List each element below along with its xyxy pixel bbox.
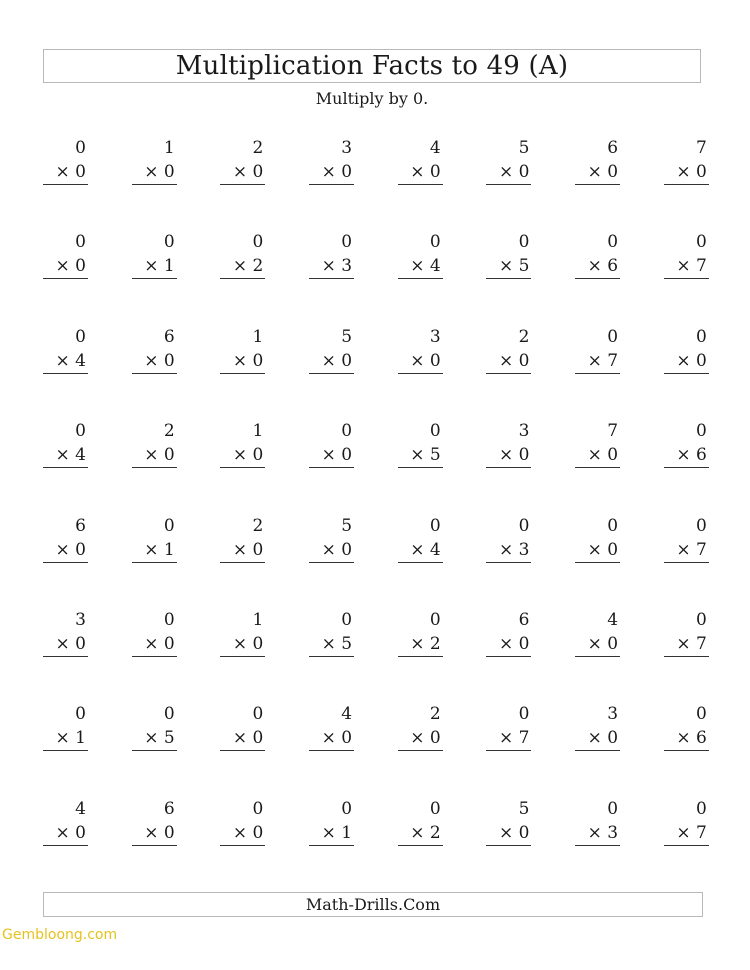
multiplication-problem (664, 608, 709, 702)
problem-multiplicand: 0 (252, 798, 264, 819)
problem-multiplicand: 2 (252, 515, 264, 536)
multiplication-problem (132, 702, 177, 796)
problem-multiplier: × 0 (575, 726, 620, 751)
problem-multiplier: × 4 (398, 254, 443, 279)
problem-multiplier: × 0 (43, 254, 88, 279)
multiplication-problem (43, 419, 88, 513)
problem-multiplier: × 4 (398, 538, 443, 563)
problem-multiplier: × 0 (486, 160, 531, 185)
problem-multiplier: × 0 (575, 443, 620, 468)
multiplication-problem (664, 136, 709, 230)
multiplication-problem (664, 325, 709, 419)
problem-multiplicand: 0 (75, 704, 86, 725)
multiplication-problem (220, 419, 265, 513)
problem-multiplier: × 0 (575, 160, 620, 185)
problem-multiplicand: 6 (163, 798, 175, 819)
problem-multiplicand: 0 (75, 421, 86, 442)
problem-multiplicand: 6 (607, 138, 619, 158)
problem-multiplier: × 0 (486, 443, 531, 468)
multiplication-problem (664, 419, 709, 513)
multiplication-problem (398, 325, 443, 419)
multiplication-problem (309, 514, 354, 608)
multiplication-problem (220, 702, 265, 796)
problem-multiplicand: 1 (252, 609, 264, 630)
problem-multiplicand: 0 (607, 326, 619, 347)
problem-multiplier: × 1 (132, 538, 177, 563)
problem-multiplicand: 6 (518, 609, 530, 630)
problem-multiplier: × 6 (575, 254, 620, 279)
problem-multiplier: × 6 (664, 726, 709, 751)
problem-multiplicand: 5 (341, 326, 353, 347)
footer-site-name: Math-Drills.Com (305, 895, 441, 914)
problem-multiplicand: 3 (429, 326, 441, 347)
problem-multiplier: × 1 (309, 821, 354, 846)
problem-multiplier: × 7 (664, 632, 709, 657)
problem-multiplier: × 2 (398, 821, 443, 846)
problem-multiplier: × 4 (43, 443, 88, 468)
multiplication-problem (132, 136, 177, 230)
problem-multiplicand: 0 (75, 138, 86, 158)
problem-multiplier: × 0 (309, 726, 354, 751)
multiplication-problem (220, 325, 265, 419)
problem-multiplicand: 5 (518, 798, 530, 819)
problem-multiplier: × 5 (486, 254, 531, 279)
problem-multiplicand: 0 (163, 704, 175, 725)
multiplication-problem (309, 230, 354, 324)
problem-multiplicand: 1 (163, 138, 175, 158)
problem-multiplier: × 2 (398, 632, 443, 657)
problem-multiplier: × 0 (664, 160, 709, 185)
problem-multiplier: × 0 (220, 160, 265, 185)
problem-multiplier: × 0 (220, 443, 265, 468)
problem-multiplicand: 0 (252, 704, 264, 725)
problem-multiplicand: 0 (163, 515, 175, 536)
multiplication-problem (398, 419, 443, 513)
multiplication-problem (220, 136, 265, 230)
multiplication-problem (132, 797, 177, 891)
problem-multiplicand: 0 (429, 232, 441, 253)
problem-multiplier: × 5 (132, 726, 177, 751)
problem-multiplier: × 3 (309, 254, 354, 279)
problem-multiplier: × 0 (43, 160, 88, 185)
multiplication-problem (575, 514, 620, 608)
problem-multiplicand: 0 (341, 232, 353, 253)
worksheet-instructions: Multiply by 0. (315, 89, 429, 108)
problem-multiplier: × 0 (132, 821, 177, 846)
multiplication-problem (486, 702, 531, 796)
problem-multiplicand: 2 (518, 326, 530, 347)
problem-multiplier: × 0 (398, 726, 443, 751)
problem-multiplier: × 0 (664, 349, 709, 374)
problem-multiplier: × 1 (132, 254, 177, 279)
problem-multiplier: × 0 (398, 349, 443, 374)
problem-multiplicand: 0 (429, 515, 441, 536)
problem-multiplicand: 4 (429, 138, 441, 158)
multiplication-problem (132, 514, 177, 608)
problem-multiplicand: 0 (695, 326, 707, 347)
multiplication-problem (398, 136, 443, 230)
problem-multiplicand: 0 (163, 609, 175, 630)
multiplication-problem (575, 702, 620, 796)
problem-multiplicand: 0 (695, 704, 707, 725)
multiplication-problem (43, 702, 88, 796)
multiplication-problem (309, 608, 354, 702)
multiplication-problem (132, 230, 177, 324)
problem-multiplicand: 4 (607, 609, 619, 630)
problem-multiplicand: 2 (163, 421, 175, 442)
multiplication-problem (664, 514, 709, 608)
problem-multiplier: × 0 (43, 821, 88, 846)
multiplication-problem (43, 136, 88, 230)
problem-multiplier: × 0 (132, 632, 177, 657)
multiplication-problem (575, 136, 620, 230)
problem-multiplicand: 4 (341, 704, 353, 725)
problem-multiplier: × 0 (220, 538, 265, 563)
problem-multiplier: × 0 (220, 726, 265, 751)
problem-multiplier: × 5 (398, 443, 443, 468)
multiplication-problem (486, 230, 531, 324)
problem-multiplicand: 3 (607, 704, 619, 725)
multiplication-problem (309, 419, 354, 513)
multiplication-problem (43, 514, 88, 608)
watermark-text: Gembloong.com (2, 927, 118, 943)
multiplication-problem (398, 230, 443, 324)
multiplication-problem (664, 797, 709, 891)
problem-multiplicand: 0 (341, 609, 353, 630)
multiplication-problem (398, 702, 443, 796)
problem-multiplicand: 1 (252, 326, 264, 347)
multiplication-problem (486, 136, 531, 230)
problem-multiplier: × 0 (486, 632, 531, 657)
problem-multiplicand: 0 (429, 798, 441, 819)
problem-multiplicand: 0 (695, 609, 707, 630)
problem-multiplicand: 0 (695, 515, 707, 536)
multiplication-problem (309, 797, 354, 891)
problem-multiplier: × 0 (575, 538, 620, 563)
problem-multiplier: × 0 (220, 349, 265, 374)
problem-multiplier: × 7 (664, 538, 709, 563)
footer-box (43, 892, 703, 917)
problem-multiplier: × 0 (309, 538, 354, 563)
problem-multiplicand: 0 (163, 232, 175, 253)
problem-multiplier: × 0 (132, 443, 177, 468)
problem-multiplicand: 0 (341, 421, 353, 442)
multiplication-problem (486, 608, 531, 702)
worksheet-title: Multiplication Facts to 49 (A) (175, 51, 569, 81)
multiplication-problem (309, 136, 354, 230)
problem-multiplicand: 0 (429, 609, 441, 630)
problem-multiplicand: 0 (75, 326, 86, 347)
multiplication-problem (398, 514, 443, 608)
multiplication-problem (220, 797, 265, 891)
multiplication-problem (309, 325, 354, 419)
problem-multiplier: × 1 (43, 726, 88, 751)
problem-multiplier: × 7 (575, 349, 620, 374)
problem-multiplier: × 7 (664, 254, 709, 279)
problem-multiplicand: 3 (518, 421, 530, 442)
problem-multiplicand: 3 (341, 138, 353, 158)
problem-multiplier: × 0 (220, 632, 265, 657)
problem-multiplicand: 0 (75, 232, 86, 253)
problem-multiplicand: 0 (607, 798, 619, 819)
problem-grid (43, 136, 707, 891)
problem-multiplicand: 6 (163, 326, 175, 347)
problem-multiplicand: 1 (252, 421, 264, 442)
multiplication-problem (398, 797, 443, 891)
problem-multiplier: × 0 (220, 821, 265, 846)
problem-multiplicand: 7 (695, 138, 707, 158)
multiplication-problem (220, 514, 265, 608)
problem-multiplicand: 0 (695, 421, 707, 442)
multiplication-problem (664, 702, 709, 796)
problem-multiplicand: 2 (252, 138, 264, 158)
problem-multiplier: × 0 (132, 160, 177, 185)
multiplication-problem (132, 419, 177, 513)
problem-multiplicand: 0 (607, 515, 619, 536)
problem-multiplicand: 0 (341, 798, 353, 819)
problem-multiplier: × 0 (486, 821, 531, 846)
problem-multiplier: × 3 (486, 538, 531, 563)
problem-multiplier: × 0 (43, 632, 88, 657)
problem-multiplicand: 0 (607, 232, 619, 253)
multiplication-problem (132, 325, 177, 419)
problem-multiplicand: 0 (518, 515, 530, 536)
problem-multiplier: × 0 (43, 538, 88, 563)
problem-multiplicand: 4 (75, 798, 86, 819)
problem-multiplicand: 0 (518, 232, 530, 253)
multiplication-problem (43, 797, 88, 891)
worksheet-title-box (43, 49, 701, 83)
problem-multiplier: × 0 (486, 349, 531, 374)
problem-multiplicand: 6 (75, 515, 86, 536)
problem-multiplier: × 4 (43, 349, 88, 374)
multiplication-problem (575, 608, 620, 702)
problem-multiplicand: 0 (518, 704, 530, 725)
problem-multiplier: × 7 (664, 821, 709, 846)
problem-multiplier: × 0 (398, 160, 443, 185)
multiplication-problem (43, 608, 88, 702)
multiplication-problem (664, 230, 709, 324)
problem-multiplier: × 3 (575, 821, 620, 846)
problem-multiplicand: 7 (607, 421, 619, 442)
multiplication-problem (575, 325, 620, 419)
multiplication-problem (398, 608, 443, 702)
problem-multiplicand: 3 (75, 609, 86, 630)
problem-multiplicand: 5 (341, 515, 353, 536)
problem-multiplicand: 0 (429, 421, 441, 442)
multiplication-problem (575, 230, 620, 324)
multiplication-problem (43, 325, 88, 419)
problem-multiplicand: 0 (252, 232, 264, 253)
multiplication-problem (575, 797, 620, 891)
problem-multiplier: × 0 (309, 349, 354, 374)
multiplication-problem (309, 702, 354, 796)
problem-multiplier: × 0 (309, 160, 354, 185)
problem-multiplicand: 0 (695, 798, 707, 819)
multiplication-problem (486, 797, 531, 891)
problem-multiplicand: 2 (429, 704, 441, 725)
multiplication-problem (486, 325, 531, 419)
problem-multiplier: × 5 (309, 632, 354, 657)
multiplication-problem (132, 608, 177, 702)
problem-multiplier: × 7 (486, 726, 531, 751)
multiplication-problem (43, 230, 88, 324)
problem-multiplier: × 2 (220, 254, 265, 279)
multiplication-problem (486, 514, 531, 608)
multiplication-problem (220, 230, 265, 324)
problem-multiplicand: 5 (518, 138, 530, 158)
multiplication-problem (575, 419, 620, 513)
problem-multiplier: × 6 (664, 443, 709, 468)
multiplication-problem (486, 419, 531, 513)
problem-multiplier: × 0 (309, 443, 354, 468)
multiplication-problem (220, 608, 265, 702)
problem-multiplicand: 0 (695, 232, 707, 253)
problem-multiplier: × 0 (575, 632, 620, 657)
problem-multiplier: × 0 (132, 349, 177, 374)
